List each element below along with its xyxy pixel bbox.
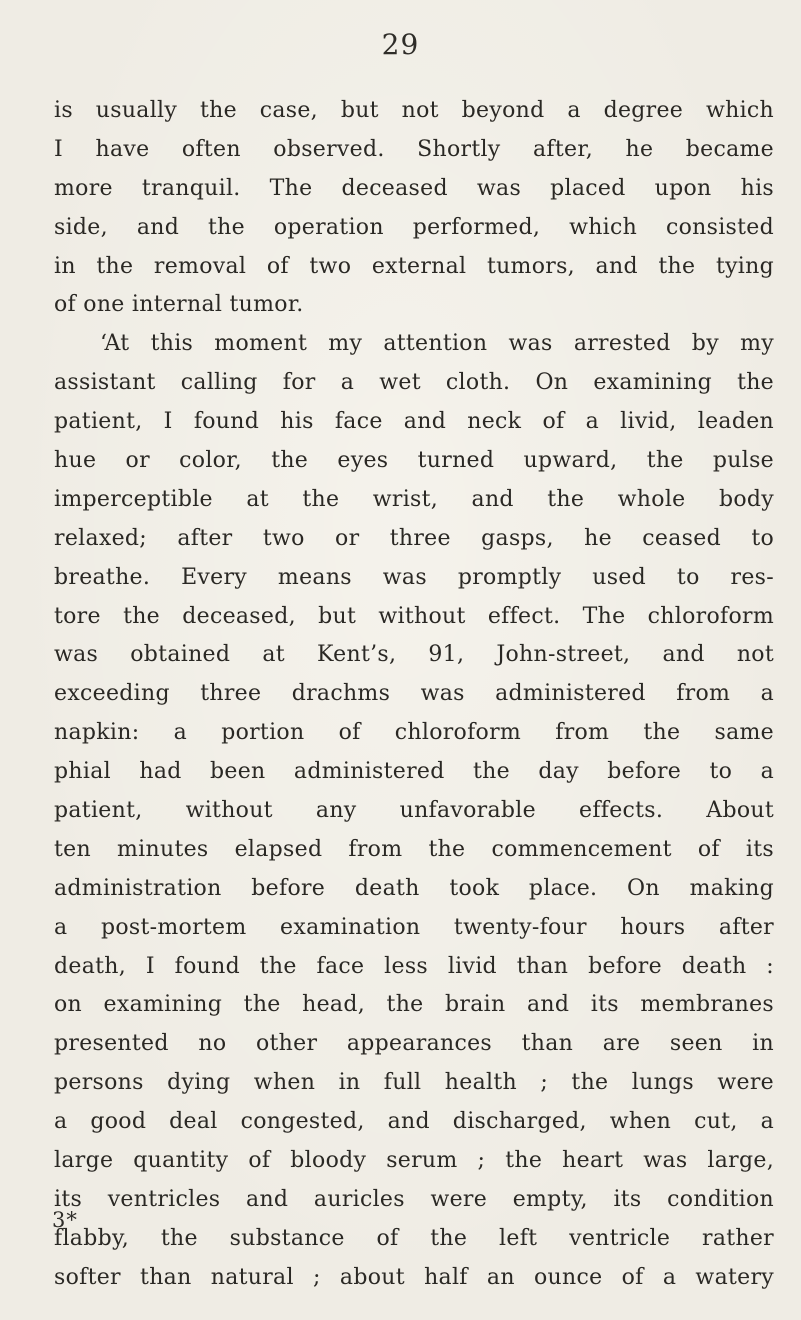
signature-mark: 3* (52, 1208, 78, 1232)
text-line: imperceptible at the wrist, and the whole body (54, 486, 774, 512)
text-line: patient, I found his face and neck of a livid, leaden (54, 409, 774, 435)
text-line: hue or color, the eyes turned upward, the pulse (54, 448, 774, 474)
text-line: tore the deceased, but without effect. The chloroform (54, 603, 774, 629)
text-line: I have often observed. Shortly after, he became (54, 136, 774, 162)
text-line: in the removal of two external tumors, and the tying (54, 253, 774, 279)
text-line: patient, without any unfavorable effects. About (54, 798, 774, 824)
text-line: more tranquil. The deceased was placed upon his (54, 175, 774, 201)
text-line: breathe. Every means was promptly used to res- (54, 564, 774, 590)
text-line: a good deal congested, and discharged, when cut, a (54, 1109, 774, 1135)
text-line: side, and the operation performed, which consisted (54, 214, 774, 240)
text-line: phial had been administered the day before to a (54, 759, 774, 785)
text-line: of one internal tumor. (54, 292, 304, 318)
text-line: flabby, the substance of the left ventricle rather (54, 1225, 774, 1251)
text-line: persons dying when in full health ; the lungs were (54, 1070, 774, 1096)
body-text (16, 92, 786, 1298)
text-line: death, I found the face less livid than before death : (54, 953, 774, 979)
text-line: administration before death took place. On making (54, 875, 774, 901)
text-line: assistant calling for a wet cloth. On examining the (54, 370, 774, 396)
text-line: softer than natural ; about half an ounce of a watery (54, 1264, 774, 1290)
text-line: its ventricles and auricles were empty, its condition (54, 1186, 774, 1212)
page-number: 29 (381, 28, 420, 61)
text-line: relaxed; after two or three gasps, he ceased to (54, 525, 774, 551)
text-line: presented no other appearances than are seen in (54, 1031, 774, 1057)
text-line: napkin: a portion of chloroform from the same (54, 720, 774, 746)
text-line: a post-mortem examination twenty-four hours after (54, 914, 774, 940)
text-line: ten minutes elapsed from the commencement of its (54, 836, 774, 862)
text-line: exceeding three drachms was administered from a (54, 681, 774, 707)
text-line: ‘At this moment my attention was arrested by my (100, 331, 774, 357)
text-line: was obtained at Kent’s, 91, John-street, and not (54, 642, 774, 668)
text-line: is usually the case, but not beyond a degree which (54, 98, 774, 123)
text-line: on examining the head, the brain and its membranes (54, 992, 774, 1018)
text-line: large quantity of bloody serum ; the heart was large, (54, 1148, 774, 1174)
